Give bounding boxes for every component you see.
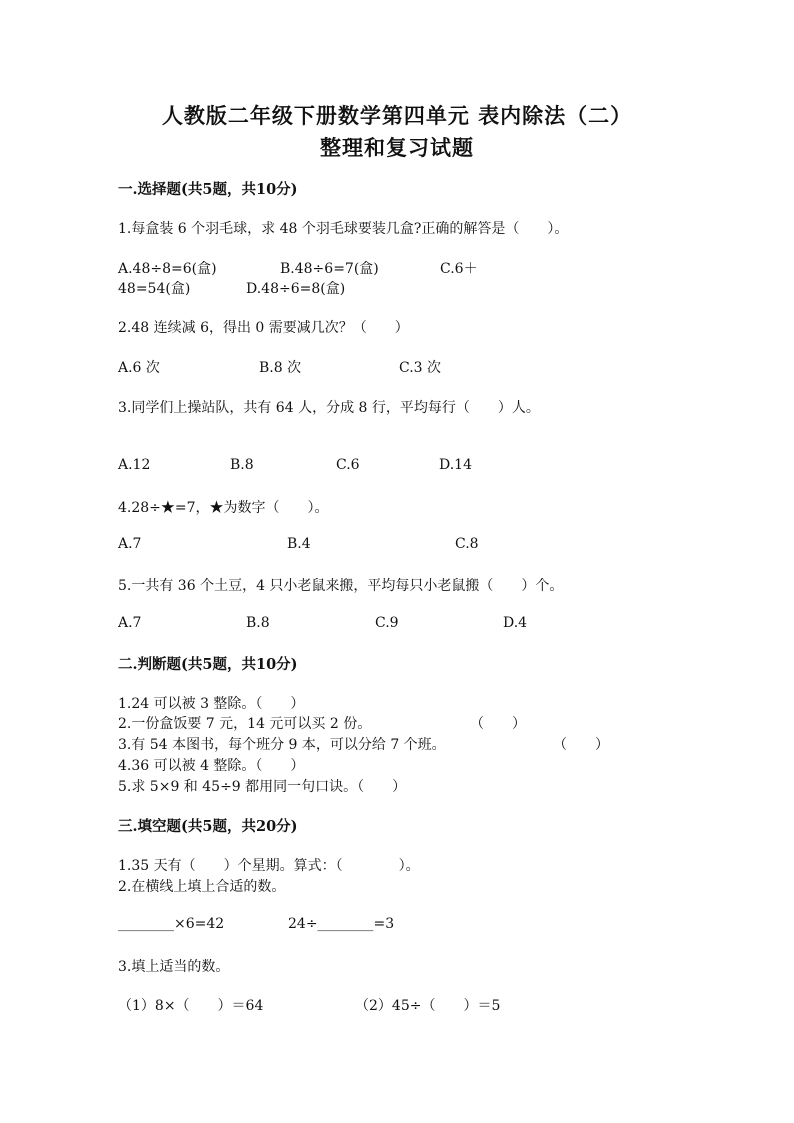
- question-2-option-c[interactable]: C.3 次: [399, 360, 442, 376]
- fill-question-1: 1.35 天有（ ）个星期。算式：（ ）。: [118, 858, 420, 874]
- question-3-option-d[interactable]: D.14: [439, 457, 472, 473]
- question-5-option-b[interactable]: B.8: [246, 615, 270, 631]
- question-3-option-c[interactable]: C.6: [336, 457, 360, 473]
- question-1-option-c[interactable]: C.6＋: [440, 261, 478, 277]
- fill-question-3-part-1[interactable]: （1）8×（ ）＝64: [118, 998, 264, 1014]
- question-4-stem: 4.28÷★=7，★为数字（ ）。: [118, 500, 329, 516]
- question-3-option-a[interactable]: A.12: [118, 457, 151, 473]
- question-4-option-c[interactable]: C.8: [455, 536, 479, 552]
- judge-item-1: 1.24 可以被 3 整除。（ ）: [118, 696, 305, 712]
- judge-item-2-answer[interactable]: （ ）: [470, 716, 526, 732]
- judge-item-4: 4.36 可以被 4 整除。（ ）: [118, 758, 305, 774]
- fill-question-2-blank-b[interactable]: 24÷________=3: [288, 916, 395, 932]
- question-5-option-c[interactable]: C.9: [375, 615, 399, 631]
- fill-question-2: 2.在横线上填上合适的数。: [118, 879, 286, 895]
- fill-question-2-blank-a[interactable]: ________×6=42: [118, 916, 225, 932]
- question-5-stem: 5.一共有 36 个土豆，4 只小老鼠来搬，平均每只小老鼠搬（ ）个。: [118, 578, 564, 594]
- question-1-stem: 1.每盒装 6 个羽毛球，求 48 个羽毛球要装几盒?正确的解答是（ ）。: [118, 221, 569, 237]
- question-5-option-d[interactable]: D.4: [503, 615, 528, 631]
- judge-item-3-answer[interactable]: （ ）: [553, 737, 609, 753]
- question-2-stem: 2.48 连续减 6，得出 0 需要减几次？（ ）: [118, 320, 409, 336]
- page-title: 人教版二年级下册数学第四单元 表内除法（二）: [161, 103, 633, 128]
- page-subtitle: 整理和复习试题: [320, 135, 474, 160]
- question-5-option-a[interactable]: A.7: [118, 615, 142, 631]
- judge-item-3: 3.有 54 本图书，每个班分 9 本，可以分给 7 个班。: [118, 737, 446, 753]
- question-4-option-b[interactable]: B.4: [287, 536, 311, 552]
- question-1-option-a[interactable]: A.48÷8=6(盒): [118, 261, 217, 277]
- question-3-stem: 3.同学们上操站队，共有 64 人，分成 8 行，平均每行（ ）人。: [118, 400, 540, 416]
- question-2-option-b[interactable]: B.8 次: [259, 360, 302, 376]
- question-4-option-a[interactable]: A.7: [118, 536, 142, 552]
- question-1-option-b[interactable]: B.48÷6=7(盒): [280, 261, 379, 277]
- section-heading-fill: 三.填空题(共5题，共20分): [118, 818, 298, 835]
- section-heading-choice: 一.选择题(共5题，共10分): [118, 181, 298, 198]
- question-1-option-c-continued: 48=54(盒): [118, 281, 191, 297]
- fill-question-3-part-2[interactable]: （2）45÷（ ）＝5: [355, 998, 501, 1014]
- section-heading-judge: 二.判断题(共5题，共10分): [118, 656, 298, 673]
- fill-question-3: 3.填上适当的数。: [118, 959, 230, 975]
- question-3-option-b[interactable]: B.8: [230, 457, 254, 473]
- judge-item-2: 2.一份盒饭要 7 元，14 元可以买 2 份。: [118, 716, 372, 732]
- question-1-option-d[interactable]: D.48÷6=8(盒): [246, 281, 346, 297]
- question-2-option-a[interactable]: A.6 次: [118, 360, 160, 376]
- judge-item-5: 5.求 5×9 和 45÷9 都用同一句口诀。（ ）: [118, 779, 407, 795]
